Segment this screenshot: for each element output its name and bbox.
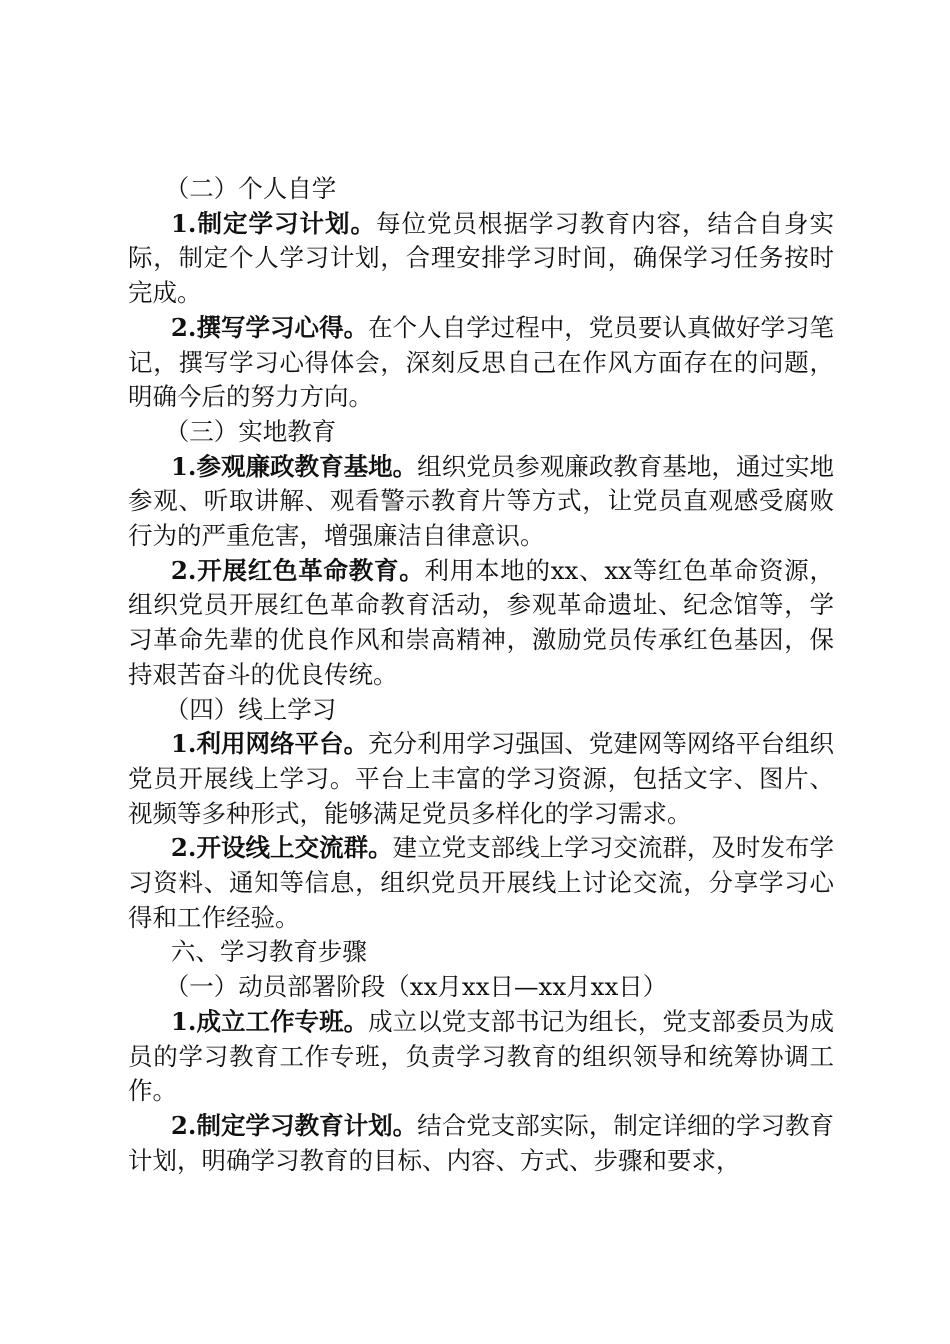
- paragraph-network-platform: [128, 727, 834, 831]
- paragraph-body: 在个人自学过程中，党员要认真做好学习笔记，撰写学习心得体会，深刻反思自己在作风方面存在的问题，明确今后的努力方向。: [128, 312, 835, 412]
- paragraph-body: 结合党支部实际，制定详细的学习教育计划，明确学习教育的目标、内容、方式、步骤和要求，: [128, 1110, 835, 1175]
- paragraph-lead: 2.撰写学习心得。: [170, 312, 369, 342]
- paragraph-body: 利用本地的xx、xx等红色革命资源，组织党员开展红色革命教育活动，参观革命遗址、纪念馆等，学习革命先辈的优良作风和崇高精神，激励党员传承红色基因，保持艰苦奋斗的优良传统。: [128, 555, 834, 689]
- paragraph-lead: 1.成立工作专班。: [170, 1006, 369, 1036]
- paragraph-task-force: [128, 1005, 834, 1109]
- paragraph-lead: 2.制定学习教育计划。: [170, 1110, 418, 1140]
- paragraph-lead: 1.制定学习计划。: [170, 208, 376, 238]
- section-heading-steps: 六、学习教育步骤: [170, 937, 367, 967]
- paragraph-study-plan: [128, 207, 834, 311]
- document-page: [128, 172, 834, 1178]
- paragraph-education-plan: [128, 1109, 834, 1178]
- paragraph-online-group: [128, 831, 834, 935]
- paragraph-visit-base: [128, 450, 834, 554]
- subheading-mobilization: （一）动员部署阶段（xx月xx日—xx月xx日）: [164, 972, 668, 1002]
- subheading-personal-study: （二）个人自学: [164, 174, 337, 203]
- paragraph-body: 每位党员根据学习教育内容，结合自身实际，制定个人学习计划，合理安排学习时间，确保学习任务按时完成。: [128, 208, 834, 308]
- paragraph-red-education: [128, 554, 834, 693]
- paragraph-study-notes: [128, 311, 834, 415]
- paragraph-body: 建立党支部线上学习交流群，及时发布学习资料、通知等信息，组织党员开展线上讨论交流，分享学习心得和工作经验。: [128, 833, 834, 932]
- paragraph-body: 充分利用学习强国、党建网等网络平台组织党员开展线上学习。平台上丰富的学习资源，包括文字、图片、视频等多种形式，能够满足党员多样化的学习需求。: [128, 729, 835, 828]
- paragraph-lead: 2.开展红色革命教育。: [170, 555, 425, 585]
- subheading-online-study: （四）线上学习: [164, 694, 337, 724]
- subheading-field-education: （三）实地教育: [164, 416, 337, 446]
- paragraph-lead: 1.利用网络平台。: [170, 729, 369, 759]
- paragraph-body: 组织党员参观廉政教育基地，通过实地参观、听取讲解、观看警示教育片等方式，让党员直观感受腐败行为的严重危害，增强廉洁自律意识。: [128, 451, 835, 551]
- paragraph-body: 成立以党支部书记为组长，党支部委员为成员的学习教育工作专班，负责学习教育的组织领导和统筹协调工作。: [128, 1006, 835, 1106]
- paragraph-lead: 2.开设线上交流群。: [170, 833, 393, 863]
- paragraph-lead: 1.参观廉政教育基地。: [170, 451, 418, 481]
